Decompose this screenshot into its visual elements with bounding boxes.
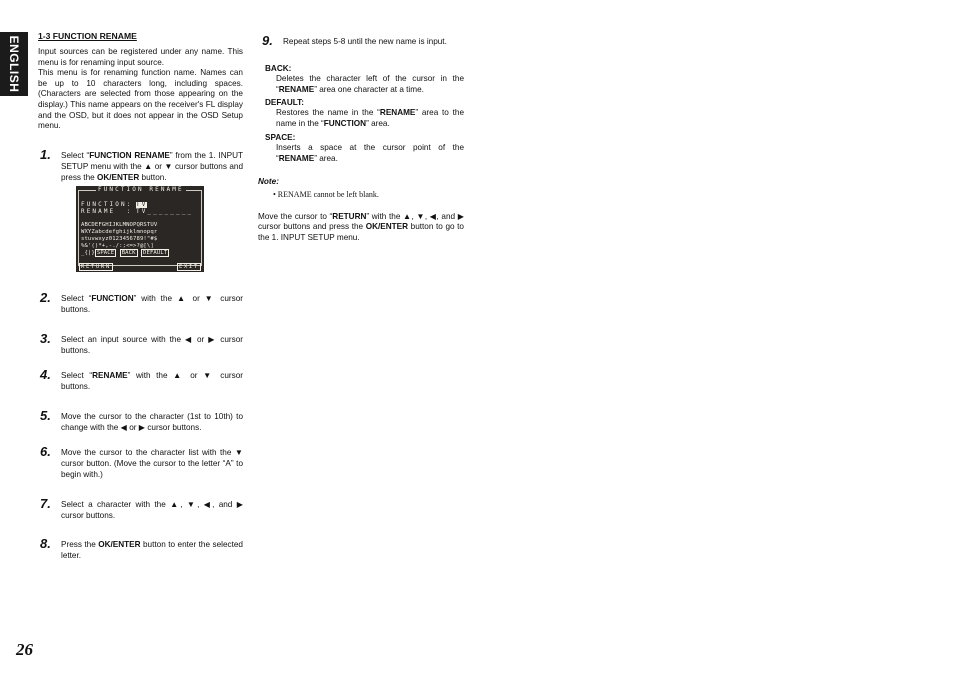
step-text: Select a character with the ▲, ▼, ◀, and ▶ cursor buttons. <box>61 500 243 520</box>
step-number: 1. <box>40 147 51 162</box>
step-number: 8. <box>40 536 51 551</box>
step-text: Move the cursor to the character (1st to 10th) to change with the ◀ or ▶ cursor buttons. <box>61 412 243 432</box>
osd-default-button: DEFAULT <box>143 250 168 256</box>
step-8 <box>38 536 243 561</box>
osd-back-button: BACK <box>121 250 136 256</box>
step-text: Select an input source with the ◀ or ▶ cursor buttons. <box>61 335 243 355</box>
intro-text <box>38 47 243 132</box>
osd-char-row-4: %&'()*+,-./:;<=>?@[\] <box>81 243 154 249</box>
language-tab <box>0 32 28 96</box>
osd-char-row-1: ABCDEFGHIJKLMNOPQRSTUV <box>81 222 158 228</box>
osd-exit-button: EXIT <box>179 264 199 270</box>
step-number: 2. <box>40 290 51 305</box>
intro-paragraph-1: Input sources can be registered under any name. This menu is for renaming input source. <box>38 47 243 67</box>
step-4 <box>38 367 243 392</box>
step-1 <box>38 147 243 183</box>
page-number: 26 <box>16 640 33 659</box>
step-number: 4. <box>40 367 51 382</box>
step-text: Select “FUNCTION RENAME” from the 1. INPUT SETUP menu with the ▲ or ▼ cursor buttons and press the OK/ENTER button. <box>61 151 243 182</box>
return-instruction: Move the cursor to “RETURN” with the ▲, ▼, ◀, and ▶ cursor buttons and press the OK/ENTER button to go to the 1. INPUT SETUP menu. <box>258 212 464 242</box>
space-description <box>265 133 464 164</box>
step-number: 5. <box>40 408 51 423</box>
osd-function-label: FUNCTION: <box>81 201 133 208</box>
default-text: Restores the name in the “RENAME” area to the name in the “FUNCTION” area. <box>276 108 464 128</box>
language-label: ENGLISH <box>7 35 21 93</box>
step-9 <box>260 33 466 48</box>
step-6 <box>38 444 243 480</box>
osd-rename-value: TV________ <box>136 208 194 215</box>
default-heading: DEFAULT: <box>265 98 304 107</box>
osd-char-row-2: WXYZabcdefghijklmnopqr <box>81 229 158 235</box>
step-number: 6. <box>40 444 51 459</box>
section-title: 1-3 FUNCTION RENAME <box>38 31 137 41</box>
default-description <box>265 98 464 129</box>
osd-space-button: SPACE <box>96 250 115 256</box>
step-text: Press the OK/ENTER button to enter the selected letter. <box>61 540 243 560</box>
step-5 <box>38 408 243 433</box>
osd-char-row-5: _{|} SPACE BACK DEFAULT <box>81 250 168 256</box>
back-text: Deletes the character left of the cursor in the “RENAME” area one character at a time. <box>276 74 464 94</box>
osd-rename-label: RENAME : <box>81 208 133 215</box>
osd-title: FUNCTION RENAME <box>98 186 184 193</box>
step-text: Select “RENAME” with the ▲ or ▼ cursor buttons. <box>61 371 243 391</box>
step-7 <box>38 496 243 521</box>
step-text: Repeat steps 5-8 until the new name is input. <box>283 37 447 46</box>
back-heading: BACK: <box>265 64 292 73</box>
note-heading: Note: <box>258 177 279 186</box>
intro-paragraph-2: This menu is for renaming function name. Names can be up to 10 characters long, including spaces. (Characters are selected from those appearing on the display.) This name appears on the receiver's FL display and the OSD, but it does not appear in the OSD Setup menu. <box>38 68 243 131</box>
step-number: 9. <box>262 33 273 48</box>
osd-function-rename-screen <box>76 186 204 272</box>
step-number: 3. <box>40 331 51 346</box>
osd-char-row-3: stuvwxyz0123456789!"#$ <box>81 236 158 242</box>
back-description <box>265 64 464 95</box>
space-text: Inserts a space at the cursor point of the “RENAME” area. <box>276 143 464 163</box>
step-text: Move the cursor to the character list with the ▼ cursor button. (Move the cursor to the letter “A” to begin with.) <box>61 448 243 479</box>
note-text: • RENAME cannot be left blank. <box>273 190 379 200</box>
note-block <box>258 177 464 201</box>
step-text: Select “FUNCTION” with the ▲ or ▼ cursor buttons. <box>61 294 243 314</box>
step-number: 7. <box>40 496 51 511</box>
osd-return-button: RETURN <box>81 264 111 270</box>
space-heading: SPACE: <box>265 133 296 142</box>
step-2 <box>38 290 243 315</box>
osd-function-value: TV <box>136 201 148 208</box>
step-3 <box>38 331 243 356</box>
